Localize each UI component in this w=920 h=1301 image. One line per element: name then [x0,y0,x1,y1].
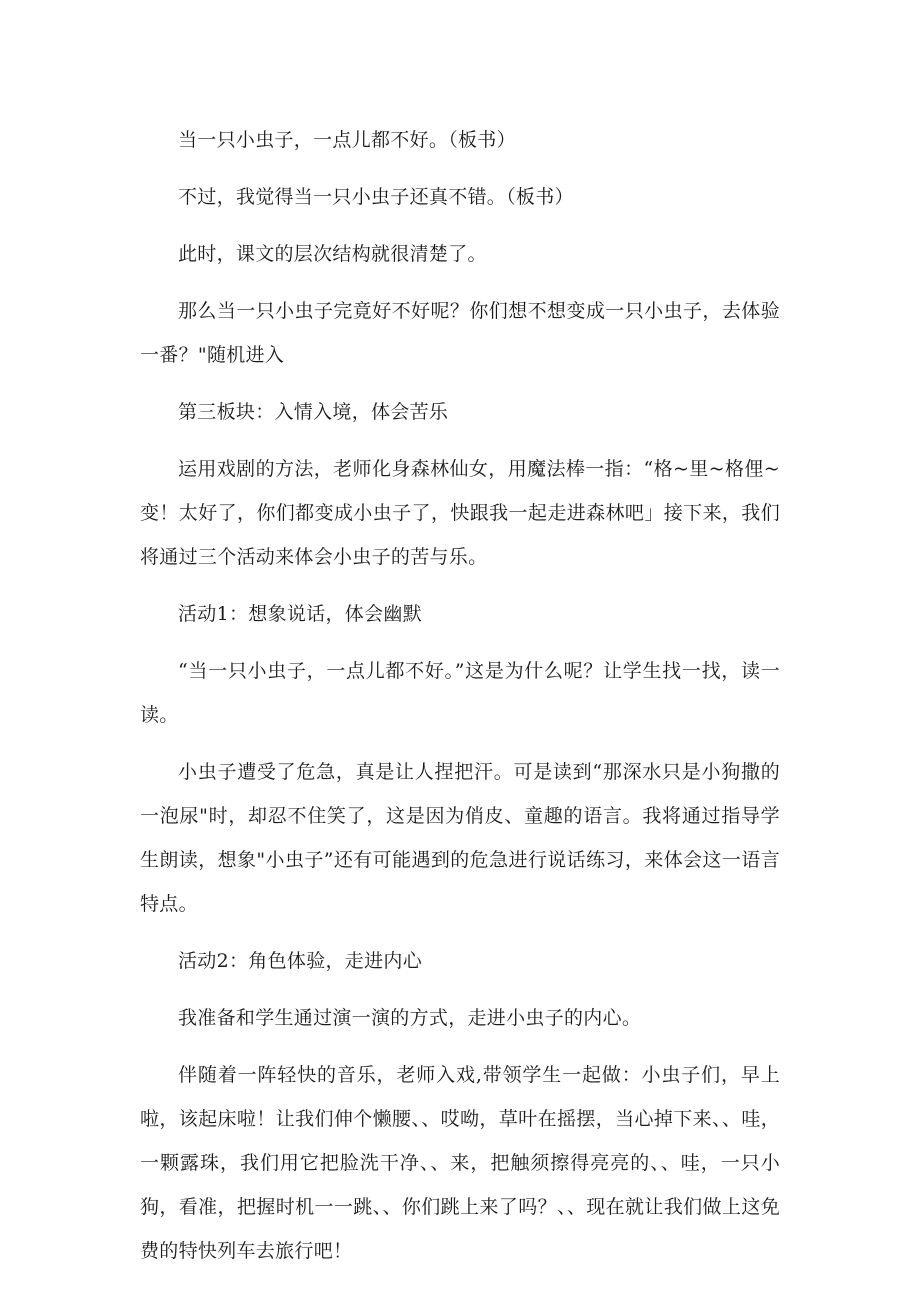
paragraph-4: 那么当一只小虫子完竟好不好呢？你们想不想变成一只小虫子，去体验一番？"随机进入 [140,300,780,366]
paragraph-7: 小虫子遭受了危急，真是让人捏把汗。可是读到“那深水只是小狗撒的一泡尿"时，却忍不住笑了，这是因为俏皮、童趣的语言。我将通过指导学生朗读，想象"小虫子”还有可能遇到的危急进行说话练习，来体会这一语言特点。 [140,761,780,915]
activity-1-heading: 活动1：想象说话，体会幽默 [178,603,422,625]
paragraph-5: 运用戏剧的方法，老师化身森林仙女，用魔法棒一指：“格~里~格俚~变！太好了，你们都变成小虫子了，快跟我一起走进森林吧」接下来，我们将通过三个活动来体会小虫子的苦与乐。 [140,458,780,568]
activity-2-heading: 活动2：角色体验，走进内心 [178,950,422,972]
section-heading-3: 第三板块：入情入境，体会苦乐 [178,401,449,423]
paragraph-2: 不过，我觉得当一只小虫子还真不错。（板书） [178,186,574,208]
paragraph-8: 我准备和学生通过演一演的方式，走进小虫子的内心。 [178,1007,642,1029]
paragraph-3: 此时，课文的层次结构就很清楚了。 [178,243,487,265]
paragraph-9: 伴随着一阵轻快的音乐，老师入戏,带领学生一起做：小虫子们，早上啦，该起床啦！让我们伸个懒腰、、哎呦，草叶在摇摆，当心掉下来、、哇，一颗露珠，我们用它把脸洗干净、、来，把触须擦得亮亮的、、哇，一只小狗，看准，把握时机一一跳、、你们跳上来了吗？、、现在就让我们做上这免费的特快列车去旅行吧！ [140,1064,780,1262]
paragraph-1: 当一只小虫子，一点儿都不好。（板书） [178,129,516,151]
paragraph-6: “当一只小虫子，一点儿都不好。”这是为什么呢？让学生找一找，读一读。 [140,660,780,726]
